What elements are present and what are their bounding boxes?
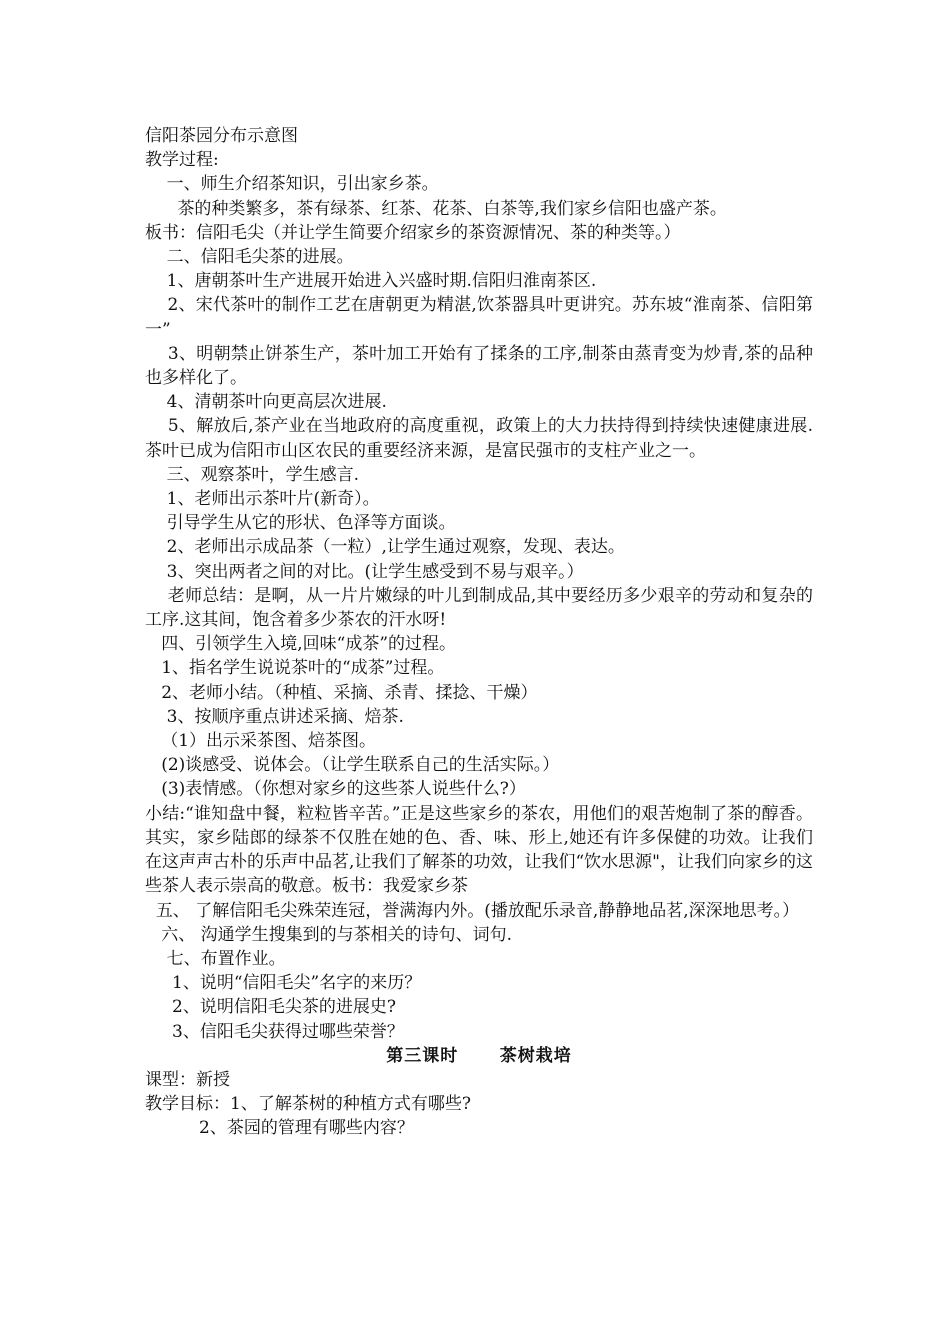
list-item: 1、唐朝茶叶生产进展开始进入兴盛时期.信阳归淮南茶区. <box>145 271 597 292</box>
paragraph: 引导学生从它的形状、色泽等方面谈。 <box>145 513 456 534</box>
sub-list-item: (2)谈感受、说体会。（让学生联系自己的生活实际。） <box>145 755 560 776</box>
list-item: 2、宋代茶叶的制作工艺在唐朝更为精湛,饮茶器具叶更讲究。苏东坡“淮南茶、信阳第一” <box>145 295 813 340</box>
section-label-teaching-process: 教学过程: <box>145 150 219 171</box>
figure-caption: 信阳茶园分布示意图 <box>145 126 298 146</box>
section-heading-4: 四、引领学生入境,回味“成茶”的过程。 <box>145 634 457 655</box>
lesson-type: 课型：新授 <box>145 1069 230 1090</box>
list-item: 1、老师出示茶叶片(新奇）。 <box>145 489 380 510</box>
teaching-objective: 2、茶园的管理有哪些内容？ <box>145 1118 414 1139</box>
section-heading-5: 五、 了解信阳毛尖殊荣连冠，誉满海内外。(播放配乐录音,静静地品茗,深深地思考。） <box>145 900 800 921</box>
section-heading-7: 七、布置作业。 <box>145 948 286 969</box>
blackboard-note: 板书：信阳毛尖（并让学生简要介绍家乡的茶资源情况、茶的种类等。） <box>145 222 681 243</box>
section-heading-1: 一、师生介绍茶知识，引出家乡茶。 <box>145 174 439 195</box>
summary-paragraph: 小结:“谁知盘中餐，粒粒皆辛苦。”正是这些家乡的茶农，用他们的艰苦炮制了茶的醇香。其实，家乡陆郎的绿茶不仅胜在她的色、香、味、形上,她还有许多保健的功效。让我们在这声声古朴的乐声中品茗,让我们了解茶的功效，让我们“饮水思源"，让我们向家乡的这些茶人表示崇高的敬意。板书：我爱家乡茶 <box>145 803 813 897</box>
homework-item: 1、说明“信阳毛尖”名字的来历？ <box>145 973 422 994</box>
list-item: 3、突出两者之间的对比。(让学生感受到不易与艰辛。） <box>145 561 584 582</box>
sub-list-item: （1）出示采茶图、焙茶图。 <box>145 731 377 752</box>
sub-list-item: (3)表情感。（你想对家乡的这些茶人说些什么?） <box>145 779 526 800</box>
section-heading-6: 六、 沟通学生搜集到的与茶相关的诗句、词句. <box>145 924 513 945</box>
homework-item: 3、信阳毛尖获得过哪些荣誉？ <box>145 1021 404 1042</box>
teaching-objective: 教学目标：1、了解茶树的种植方式有哪些? <box>145 1094 471 1115</box>
list-item: 2、老师出示成品茶（一粒）,让学生通过观察，发现、表达。 <box>145 537 625 558</box>
lesson-heading: 第三课时 茶树栽培 <box>386 1045 572 1066</box>
list-item: 3、按顺序重点讲述采摘、焙茶. <box>145 706 404 727</box>
paragraph: 老师总结：是啊，从一片片嫩绿的叶儿到制成品,其中要经历多少艰辛的劳动和复杂的工序.这其间，饱含着多少茶农的汗水呀! <box>145 585 814 631</box>
list-item: 3、明朝禁止饼茶生产，茶叶加工开始有了揉条的工序,制茶由蒸青变为炒青,茶的品种也多样化了。 <box>145 343 814 389</box>
list-item: 5、解放后,茶产业在当地政府的高度重视，政策上的大力扶持得到持续快速健康进展.茶叶已成为信阳市山区农民的重要经济来源，是富民强市的支柱产业之一。 <box>145 416 814 461</box>
section-heading-2: 二、信阳毛尖茶的进展。 <box>145 247 354 268</box>
list-item: 2、老师小结。（种植、采摘、杀青、揉捻、干燥） <box>145 682 538 703</box>
list-item: 1、指名学生说说茶叶的“成茶”过程。 <box>145 658 445 679</box>
homework-item: 2、说明信阳毛尖茶的进展史? <box>145 997 396 1018</box>
list-item: 4、清朝茶叶向更高层次进展. <box>145 392 387 413</box>
document-body <box>145 124 813 1141</box>
paragraph: 茶的种类繁多，茶有绿茶、红茶、花茶、白茶等,我们家乡信阳也盛产茶。 <box>145 198 727 219</box>
section-heading-3: 三、观察茶叶，学生感言. <box>145 464 360 485</box>
